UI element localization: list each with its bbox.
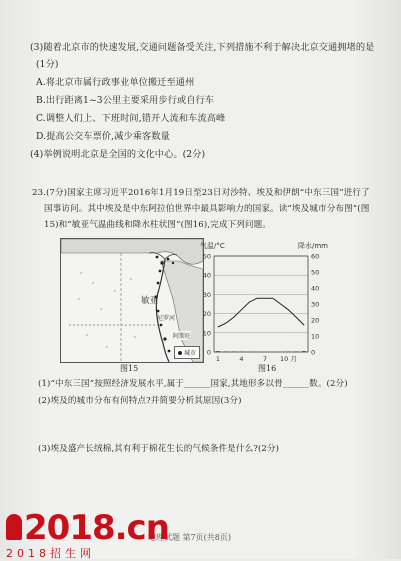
watermark-sub: 2018招生网 [6,545,95,561]
y-left-tick-label: 40 [203,272,211,280]
y-right-tick-label: 30 [311,301,319,309]
y-right-tick-label: 0 [311,349,315,357]
page-footer: 地理试题 第7页(共8页) [148,532,231,543]
climate-chart-svg [196,236,332,366]
y-right-tick-label: 60 [311,253,319,261]
climate-chart [196,236,332,366]
precip-bar [302,351,306,352]
map-drawing [61,239,203,362]
y-left-tick-label: 30 [203,291,211,299]
egypt-city-map [60,238,204,363]
q23-line3: 15)和“敏亚气温曲线和降水柱状图”(图16),完成下列问题。 [44,220,271,231]
map-label-minya: 敏亚 [141,294,158,306]
map-label-aswan: 阿斯旺 [173,331,191,340]
x-tick-label: 7 [263,355,267,363]
y-right-tick-label: 50 [311,269,319,277]
q3-option-b: B.出行距离1~3公里主要采用步行或自行车 [36,95,214,106]
map-label-nile: 尼罗河 [157,313,175,322]
y-left-axis-label: 气温/°C [200,241,225,250]
temperature-line [218,298,304,327]
subquestion-3: (3)埃及盛产长绒棉,其有利于棉花生长的气候条件是什么?(2分) [38,444,279,455]
y-left-tick-label: 20 [203,310,211,318]
x-tick-label: 10 月 [280,355,297,363]
q23-line2: 国事访问。其中埃及是中东阿拉伯世界中最具影响力的国家。读“埃及城市分布图”(图 [44,204,369,215]
q3-option-a: A.将北京市属行政事业单位搬迁至通州 [36,77,194,88]
q3-option-c: C.调整人们上、下班时间,错开人流和车流高峰 [36,113,225,124]
chart-caption: 图16 [258,363,276,374]
y-right-tick-label: 10 [311,333,319,341]
y-right-tick-label: 40 [311,285,319,293]
watermark-main: 2018.cn [24,508,169,548]
chart-frame [214,256,308,352]
q3-points: (1分) [36,59,59,70]
y-left-tick-label: 50 [203,253,211,261]
q4-text: (4)举例说明北京是全国的文化中心。(2分) [30,149,205,160]
y-left-tick-label: 10 [203,329,211,337]
watermark-logo-icon [6,514,22,540]
site-watermark [6,508,156,558]
legend-city-dot-icon [178,351,182,355]
y-left-tick-label: 0 [207,349,211,357]
map-caption: 图15 [120,363,138,374]
q23-line1: 23.(7分)国家主席习近平2016年1月19日至23日对沙特、埃及和伊朗“中东三国”进行了 [32,188,370,199]
x-tick-label: 4 [239,355,243,363]
subquestion-1: (1)“中东三国”按照经济发展水平,属于______国家,其地形多以骨______数。(2分) [38,379,348,390]
precip-bar [216,351,220,352]
y-right-axis-label: 降水/mm [298,241,328,250]
x-tick-label: 1 [216,355,220,363]
q3-stem: (3)随着北京市的快速发展,交通问题备受关注,下列措施不利于解决北京交通拥堵的是 [30,42,374,53]
map-legend-label: 城市 [184,350,196,357]
y-right-tick-label: 20 [311,317,319,325]
subquestion-2: (2)埃及的城市分布有何特点?并简要分析其原因(3分) [38,396,242,407]
q3-option-d: D.提高公交车票价,减少乘客数量 [36,131,170,142]
